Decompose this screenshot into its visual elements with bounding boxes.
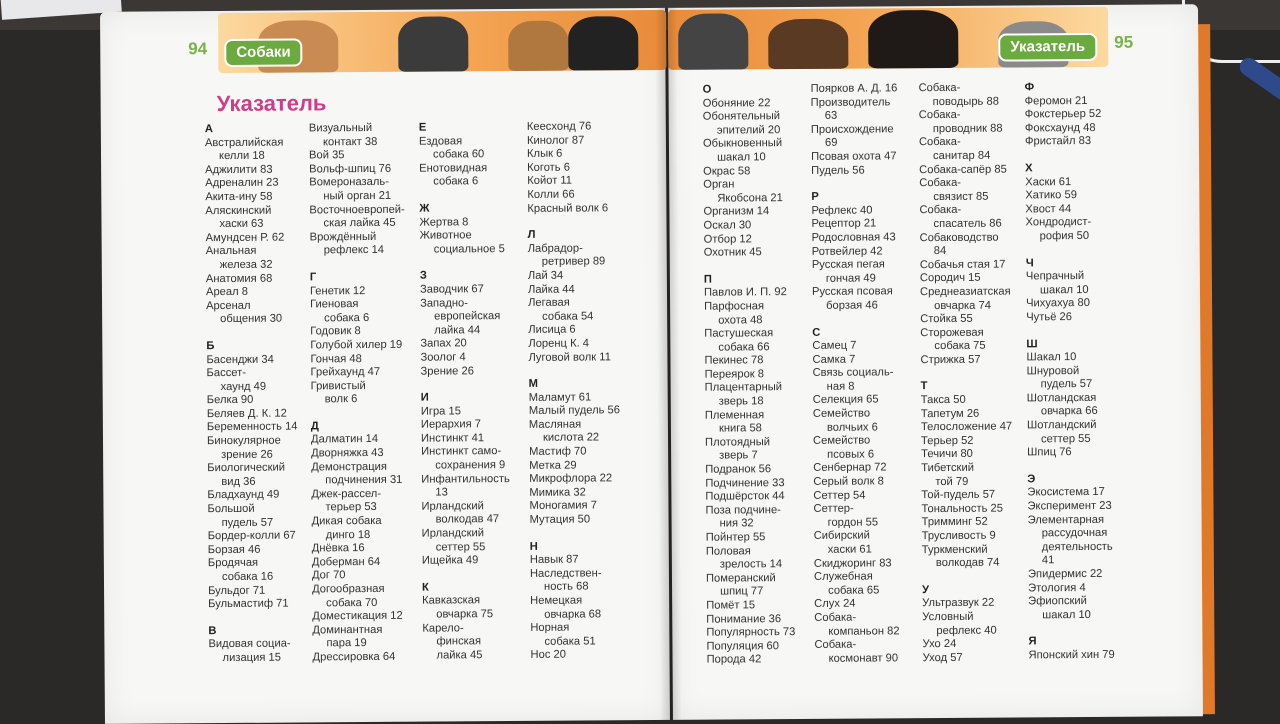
index-column — [703, 83, 796, 681]
index-letter-group — [1025, 81, 1112, 150]
index-letter-group — [528, 228, 620, 365]
index-entry: Чихуахуа 80 — [1026, 297, 1090, 310]
index-entry: Ухо 24 — [922, 638, 957, 651]
index-entry: Зрение 26 — [420, 364, 474, 378]
index-entry: Гиеновая собака 6 — [310, 298, 370, 325]
index-entry: Бассет- хаунд 49 — [206, 366, 267, 393]
index-entry: Связь социаль- ная 8 — [812, 366, 894, 393]
index-letter: О — [702, 83, 712, 96]
index-entry: Шакал 10 — [1026, 351, 1077, 364]
index-letter-group — [1026, 256, 1113, 325]
index-letter-group — [310, 271, 406, 408]
index-entry: Фоксхаунд 48 — [1024, 121, 1096, 135]
index-entry: Обонятельный эпителий 20 — [702, 110, 781, 137]
index-entry: Догообразная собака 70 — [312, 582, 385, 609]
index-letter-group — [529, 377, 621, 527]
index-letter-group — [919, 82, 1012, 368]
index-entry: Чутьё 26 — [1026, 311, 1072, 324]
index-entry: Сибирский хаски 61 — [813, 529, 872, 556]
index-letter-group — [922, 583, 1014, 665]
index-entry: Моногамия 7 — [529, 499, 597, 513]
index-entry: Обыкновенный шакал 10 — [702, 137, 783, 164]
index-entry: Подшёрсток 44 — [705, 490, 785, 503]
index-entry: Поярков А. Д. 16 — [810, 82, 898, 95]
index-letter-group — [419, 121, 508, 190]
index-entry: Самец 7 — [812, 339, 857, 353]
index-entry: Масляная кислота 22 — [528, 418, 600, 445]
index-entry: Доберман 64 — [311, 555, 381, 569]
index-entry: Акита-ину 58 — [205, 190, 273, 204]
index-entry: Фристайл 83 — [1024, 135, 1092, 148]
index-entry: Тапетум 26 — [920, 407, 980, 420]
index-entry: Гривистый волк 6 — [310, 379, 366, 406]
index-entry: Псовая охота 47 — [811, 150, 897, 163]
index-entry: Такса 50 — [920, 393, 966, 407]
index-entry: Бордер-колли 67 — [207, 529, 296, 543]
index-letter-group — [205, 123, 297, 328]
index-entry: Видовая социа- лизация 15 — [208, 637, 291, 665]
index-entry: Ареал 8 — [205, 285, 249, 299]
index-entry: Доместикация 12 — [312, 609, 403, 623]
index-letter: Ф — [1024, 81, 1035, 94]
index-letter-group — [309, 122, 405, 259]
index-letter: М — [528, 377, 538, 390]
index-entry: Понимание 36 — [706, 612, 782, 626]
index-entry: Годовик 8 — [310, 325, 361, 338]
index-entry: Обоняние 22 — [702, 96, 771, 110]
index-entry: Скиджоринг 83 — [813, 556, 892, 570]
index-entry: Популярность 73 — [706, 626, 796, 639]
index-letter: Я — [1028, 635, 1037, 648]
index-entry: Кавказская овчарка 75 — [422, 594, 494, 621]
index-entry: Дрессировка 64 — [312, 650, 396, 664]
index-letter: Л — [527, 228, 536, 242]
index-letter-group — [921, 380, 1014, 571]
index-entry: Эксперимент 23 — [1027, 499, 1112, 513]
index-entry: Экосистема 17 — [1027, 486, 1105, 499]
index-entry: Уход 57 — [922, 651, 963, 664]
index-column — [919, 82, 1014, 679]
index-entry: Парфосная охота 48 — [704, 300, 765, 327]
index-entry: Тональность 25 — [921, 502, 1003, 515]
dog-illustration — [768, 19, 848, 70]
index-entry: Среднеазиатская овчарка 74 — [919, 285, 1011, 312]
index-entry: Восточноевропей- ская лайка 45 — [309, 203, 405, 230]
index-entry: Мимика 32 — [529, 486, 586, 499]
index-letter-group — [208, 624, 299, 665]
index-entry: Зоолог 4 — [420, 351, 466, 364]
index-entry: Трусливость 9 — [921, 529, 996, 543]
index-entry: Лоренц К. 4 — [528, 337, 590, 350]
index-letter: Ш — [1026, 337, 1038, 350]
index-entry: Собачья стая 17 — [919, 258, 1006, 271]
section-label: Собаки — [224, 38, 303, 67]
index-entry: Амундсен Р. 62 — [205, 231, 285, 244]
index-entry: Помёт 15 — [706, 599, 756, 612]
index-entry: Оскал 30 — [703, 219, 752, 232]
index-entry: Охотник 45 — [703, 246, 762, 259]
index-entry: Днёвка 16 — [311, 542, 365, 555]
index-entry: Собака- санитар 84 — [918, 136, 991, 163]
index-entry: Ротвейлер 42 — [811, 244, 883, 258]
index-letter: Р — [811, 191, 819, 204]
index-entry: Доминантная пара 19 — [312, 623, 383, 650]
index-entry: Рефлекс 40 — [811, 204, 873, 217]
index-entry: Собака- космонавт 90 — [814, 638, 899, 665]
index-entry: Стойка 55 — [920, 312, 973, 326]
index-entry: Бульдог 71 — [208, 584, 266, 597]
index-entry: Переярок 8 — [704, 368, 765, 381]
index-entry: Семейство псовых 6 — [812, 434, 875, 461]
index-entry: Беременность 14 — [206, 420, 298, 434]
index-entry: Орган Якобсона 21 — [703, 178, 783, 205]
index-letter-group — [530, 540, 622, 663]
index-entry: Шнуровой пудель 57 — [1026, 364, 1093, 391]
index-entry: Собака-сапёр 85 — [919, 163, 1007, 176]
index-entry: Бродячая собака 16 — [207, 557, 274, 584]
index-entry: Наследствен- ность 68 — [529, 567, 602, 594]
index-entry: Демонстрация подчинения 31 — [311, 460, 403, 487]
index-entry: Врождённый рефлекс 14 — [309, 230, 385, 257]
index-entry: Арсенал общения 30 — [206, 299, 283, 326]
index-entry: Служебная собака 65 — [813, 570, 880, 597]
index-entry: Вольф-шпиц 76 — [309, 162, 392, 176]
index-entry: Инфантильность 13 — [421, 472, 510, 499]
section-label: Указатель — [998, 33, 1097, 62]
index-entry: Стрижка 57 — [920, 353, 981, 367]
index-entry: Сторожевая собака 75 — [920, 326, 986, 353]
index-entry: Подчинение 33 — [705, 476, 785, 490]
index-entry: Той-пудель 57 — [921, 488, 996, 502]
index-entry: Кинолог 87 — [526, 134, 585, 147]
index-entry: Этология 4 — [1028, 581, 1086, 595]
index-entry: Племенная книга 58 — [704, 408, 765, 435]
index-entry: Гончая 48 — [310, 352, 362, 365]
index-entry: Течичи 80 — [921, 448, 973, 461]
index-letter-group — [527, 120, 619, 216]
index-entry: Собака- спасатель 86 — [919, 204, 1002, 230]
index-entry: Басенджи 34 — [206, 353, 274, 366]
dog-illustration — [678, 13, 748, 69]
index-entry: Серый волк 8 — [813, 475, 884, 488]
index-entry: Вомероназаль- ный орган 21 — [309, 176, 392, 203]
index-letter-group — [1027, 473, 1114, 623]
index-entry: Происхождение 69 — [810, 123, 894, 150]
dog-illustration — [568, 16, 638, 70]
index-letter-group — [703, 83, 793, 260]
index-entry: Хаски 61 — [1025, 175, 1072, 188]
index-entry: Плотоядный зверь 7 — [704, 436, 771, 463]
index-entry: Колли 66 — [527, 188, 575, 201]
right-page — [668, 4, 1203, 720]
index-entry: Метка 29 — [529, 459, 577, 472]
index-entry: Енотовидная собака 6 — [419, 161, 488, 188]
index-entry: Ищейка 49 — [421, 554, 479, 567]
index-entry: Феромон 21 — [1024, 94, 1088, 108]
index-entry: Аляскинский хаски 63 — [205, 204, 272, 231]
index-entry: Фокстерьер 52 — [1024, 108, 1102, 121]
index-entry: Шотландская овчарка 66 — [1026, 391, 1098, 418]
index-letter-group — [1025, 162, 1112, 244]
index-entry: Сородич 15 — [919, 272, 981, 285]
index-entry: Ездовая собака 60 — [418, 134, 485, 161]
index-entry: Инстинкт само- сохранения 9 — [421, 445, 506, 472]
index-entry: Адреналин 23 — [205, 177, 279, 190]
index-entry: Условный рефлекс 40 — [922, 610, 997, 637]
index-entry: Лисица 6 — [528, 323, 576, 337]
index-entry: Окрас 58 — [703, 164, 751, 178]
index-entry: Родословная 43 — [811, 231, 896, 244]
index-entry: Легавая собака 54 — [528, 296, 594, 323]
index-entry: Генетик 12 — [309, 284, 366, 297]
index-entry: Далматин 14 — [310, 433, 379, 446]
index-letter-group — [811, 82, 898, 178]
index-entry: Малый пудель 56 — [528, 404, 621, 418]
index-entry: Собака- связист 85 — [919, 177, 989, 203]
index-letter-group — [419, 202, 508, 257]
index-letter-group — [704, 273, 796, 668]
index-entry: Хондродист- рофия 50 — [1025, 216, 1092, 243]
index-entry: Собака- поводырь 88 — [918, 81, 999, 108]
index-letter: П — [703, 273, 712, 286]
index-entry: Хвост 44 — [1025, 202, 1072, 216]
index-entry: Японский хин 79 — [1028, 648, 1115, 662]
page-number: 94 — [188, 39, 208, 59]
index-entry: Голубой хилер 19 — [310, 338, 403, 352]
index-entry: Пекинес 78 — [704, 354, 764, 367]
index-letter: У — [922, 583, 930, 596]
index-letter-group — [1026, 337, 1113, 460]
index-entry: Белка 90 — [206, 394, 254, 407]
open-book — [100, 4, 1215, 724]
index-entry: Слух 24 — [814, 597, 856, 611]
index-letter-group — [811, 190, 899, 313]
index-column — [527, 120, 622, 676]
index-entry: Ирландский волкодав 47 — [421, 500, 500, 526]
index-entry: Дворняжка 43 — [311, 446, 384, 460]
index-entry: Собаководство 84 — [919, 231, 999, 258]
index-letter-group — [1028, 635, 1114, 663]
dog-illustration — [508, 21, 568, 71]
index-entry: Терьер 52 — [920, 434, 974, 447]
index-entry: Организм 14 — [703, 205, 770, 219]
index-entry: Запах 20 — [420, 337, 467, 350]
index-letter: Т — [920, 380, 928, 393]
index-entry: Сеттер- гордон 55 — [813, 502, 879, 529]
index-entry: Дикая собака динго 18 — [311, 514, 382, 541]
index-entry: Биологический вид 36 — [207, 461, 286, 488]
index-entry: Красный волк 6 — [527, 201, 609, 215]
index-entry: Русская псовая борзая 46 — [811, 285, 893, 312]
index-entry: Кеесхонд 76 — [526, 120, 592, 133]
index-letter-group — [311, 420, 408, 665]
index-entry: Заводчик 67 — [419, 283, 484, 296]
index-entry: Бинокулярное зрение 26 — [206, 434, 281, 461]
index-entry: Пудель 56 — [811, 164, 865, 177]
index-entry: Лай 34 — [527, 269, 564, 282]
index-letter: В — [208, 624, 217, 637]
index-entry: Животное социальное 5 — [419, 229, 505, 256]
index-entry: Сенбернар 72 — [813, 461, 887, 475]
index-entry: Клык 6 — [526, 147, 563, 161]
index-entry: Плацентарный зверь 18 — [704, 381, 783, 408]
index-entry: Иерархия 7 — [420, 418, 481, 431]
index-letter: А — [204, 123, 213, 136]
index-entry: Беляев Д. К. 12 — [206, 407, 287, 421]
index-letter-group — [422, 581, 511, 663]
index-letter: Д — [310, 420, 319, 433]
index-entry: Рецептор 21 — [811, 217, 877, 231]
index-entry: Дог 70 — [311, 569, 346, 582]
index-entry: Ирландский сеттер 55 — [421, 527, 486, 554]
index-column — [205, 123, 299, 679]
index-letter: Х — [1025, 162, 1033, 175]
index-entry: Навык 87 — [529, 553, 579, 567]
index-entry: Норная собака 51 — [530, 621, 596, 648]
index-entry: Аджилити 83 — [205, 163, 273, 176]
index-entry: Джек-рассел- терьер 53 — [311, 487, 382, 514]
index-entry: Лайка 44 — [527, 283, 575, 296]
index-entry: Австралийская келли 18 — [204, 136, 284, 163]
index-entry: Койот 11 — [527, 174, 573, 188]
index-entry: Маламут 61 — [528, 391, 592, 404]
index-entry: Туркменский волкодав 74 — [921, 543, 1000, 570]
left-page — [100, 8, 670, 724]
index-entry: Элементарная рассудочная деятельность 41 — [1027, 513, 1113, 567]
index-entry: Инстинкт 41 — [420, 432, 485, 445]
index-entry: Шпиц 76 — [1027, 446, 1072, 459]
index-title: Указатель — [216, 90, 327, 117]
index-entry: Ультразвук 22 — [922, 597, 995, 610]
index-entry: Пастушеская собака 66 — [704, 327, 774, 354]
index-column — [1025, 81, 1115, 676]
index-entry: Телосложение 47 — [920, 420, 1013, 434]
index-entry: Западно- европейская лайка 44 — [420, 296, 501, 337]
index-letter: С — [812, 326, 821, 339]
index-entry: Популяция 60 — [706, 639, 780, 653]
index-entry: Карело- финская лайка 45 — [422, 621, 483, 662]
dog-illustration — [398, 16, 468, 71]
index-entry: Коготь 6 — [527, 161, 570, 174]
index-entry: Собака- проводник 88 — [918, 109, 1003, 135]
index-entry: Порода 42 — [706, 653, 762, 666]
index-entry: Игра 15 — [420, 405, 461, 418]
index-letter: Е — [418, 121, 427, 134]
index-entry: Павлов И. П. 92 — [703, 286, 787, 299]
index-entry: Подранок 56 — [705, 463, 772, 476]
index-entry: Собака- компаньон 82 — [814, 611, 900, 638]
index-entry: Эфиопский шакал 10 — [1028, 595, 1091, 622]
index-entry: Анатомия 68 — [205, 272, 273, 285]
index-entry: Померанский шпиц 77 — [705, 571, 776, 598]
index-letter: Ч — [1025, 256, 1034, 269]
index-letter: Б — [206, 339, 215, 353]
index-entry: Мастиф 70 — [529, 445, 587, 458]
index-letter: З — [419, 269, 427, 282]
page-number: 95 — [1114, 32, 1134, 52]
index-letter-group — [206, 339, 299, 612]
index-letter-group — [421, 391, 511, 568]
index-entry: Тримминг 52 — [921, 516, 988, 529]
index-entry: Эпидермис 22 — [1027, 567, 1103, 581]
index-entry: Луговой волк 11 — [528, 350, 611, 364]
index-entry: Хатико 59 — [1025, 189, 1077, 202]
index-letter-group — [812, 326, 901, 666]
index-entry: Селекция 65 — [812, 393, 879, 407]
index-entry: Сеттер 54 — [813, 489, 866, 502]
index-letter: И — [420, 391, 429, 404]
index-column — [309, 122, 408, 678]
index-entry: Визуальный контакт 38 — [308, 121, 378, 148]
index-entry: Производитель 63 — [810, 95, 891, 123]
index-column — [419, 121, 511, 676]
index-entry: Анальная железа 32 — [205, 245, 273, 271]
index-entry: Шотландский сеттер 55 — [1026, 418, 1097, 445]
index-entry: Тибетский той 79 — [921, 461, 974, 488]
index-entry: Большой пудель 57 — [207, 502, 274, 529]
index-entry: Нос 20 — [530, 649, 567, 662]
index-entry: Русская пегая гончая 49 — [811, 258, 885, 285]
index-letter: Н — [529, 540, 538, 553]
index-entry: Семейство волчьих 6 — [812, 407, 878, 434]
index-entry: Пойнтер 55 — [705, 531, 766, 544]
index-letter: К — [421, 581, 429, 594]
index-entry: Жертва 8 — [419, 215, 469, 229]
index-entry: Самка 7 — [812, 353, 856, 366]
index-entry: Поза подчине- ния 32 — [705, 503, 781, 530]
index-letter: Ж — [419, 202, 430, 215]
index-column — [811, 82, 902, 679]
index-entry: Чепрачный шакал 10 — [1025, 270, 1089, 297]
index-entry: Бладхаунд 49 — [207, 489, 280, 502]
rottweiler-illustration — [868, 10, 958, 69]
index-entry: Борзая 46 — [207, 543, 261, 556]
index-entry: Немецкая овчарка 68 — [530, 594, 602, 621]
index-entry: Отбор 12 — [703, 232, 752, 246]
index-entry: Бульмастиф 71 — [208, 597, 289, 611]
index-entry: Лабрадор- ретривер 89 — [527, 242, 606, 269]
index-letter-group — [420, 269, 509, 378]
index-letter: Э — [1027, 473, 1036, 486]
index-entry: Половая зрелость 14 — [705, 544, 783, 571]
index-entry: Мутация 50 — [529, 513, 591, 526]
index-entry: Грейхаунд 47 — [310, 366, 381, 379]
index-entry: Микрофлора 22 — [529, 472, 613, 486]
index-entry: Вой 35 — [308, 149, 345, 162]
index-letter: Г — [309, 271, 317, 284]
